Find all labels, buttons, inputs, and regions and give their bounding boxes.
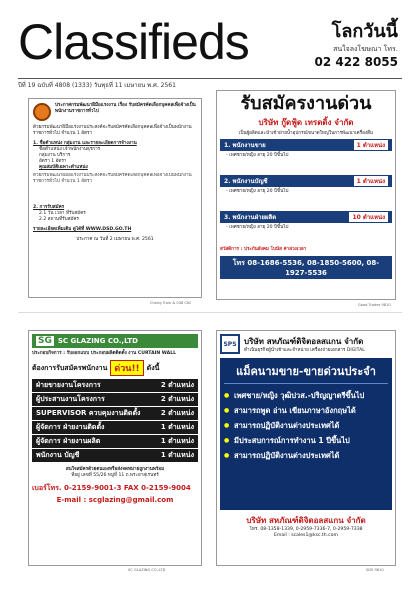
sg-tel: เบอร์โทร. 0-2159-9001-3 FAX 0-2159-9004 xyxy=(32,484,191,492)
announce-group: กลุ่มงาน บริการ xyxy=(39,153,71,158)
hiring-benefits: สวัสดิการ : ประกันสังคม โบนัส ค่าล่วงเวลา xyxy=(220,247,307,252)
sg-logo-icon: SG xyxy=(38,336,52,346)
issue-line: ปีที่ 19 ฉบับที่ 4808 (1333) วันพุธที่ 11 เมษายน พ.ศ. 2561 xyxy=(18,82,176,89)
hiring-job-1: 1. พนักงานขาย 1 ตำแหน่ง xyxy=(220,139,392,151)
announce-body: ด้วยกรมพัฒนาฝีมือแรงงานประสงค์จะรับสมัครคัดเลือกบุคคลเพื่อจ้างเป็นพนักงานราชการทั่วไป จำนวน 1 อัตรา xyxy=(33,125,192,136)
sps-footer-phone: โทร. 08-1358-1339, 0-2959-7336-7, 0-2959-7338 xyxy=(249,527,363,532)
announce-footer: ประกาศ ณ วันที่ 2 เมษายน พ.ศ. 2561 xyxy=(76,237,154,242)
sps-company: บริษัท สหภัณฑ์ดิจิตอลสแกน จำกัด xyxy=(244,336,364,346)
sps-req-item: ● เพศชาย/หญิง วุฒิปวส.-ปริญญาตรีขึ้นไป xyxy=(224,388,388,403)
sg-row: ผู้จัดการ ฝ่ายงานติดตั้ง 1 ตำแหน่ง xyxy=(32,421,198,435)
sg-row: SUPERVISOR ควบคุมงานติดตั้ง 2 ตำแหน่ง xyxy=(32,407,198,421)
sg-row: ผู้จัดการ ฝ่ายงานผลิต 1 ตำแหน่ง xyxy=(32,435,198,449)
sg-row: พนักงาน บัญชี 1 ตำแหน่ง xyxy=(32,449,198,463)
masthead-divider xyxy=(18,78,402,79)
sps-footer-email: Email : scales1@ksc.th.com xyxy=(274,533,338,538)
announce-apply-time: 2.1 วัน เวลา ที่รับสมัคร xyxy=(39,211,86,216)
announce-section-1: 1. ชื่อตำแหน่ง กลุ่มงาน และรายละเอียดการจ้างงาน xyxy=(33,141,137,146)
announce-credit: Cheng Train & 038 CNI xyxy=(150,301,191,305)
brand-subtitle: สนใจลงโฆษณา โทร. xyxy=(333,45,398,53)
hiring-job-1-detail: - เพศชาย/หญิง อายุ 20 ปีขึ้นไป xyxy=(226,153,289,158)
sg-row: ผู้ประสานงานโครงการ 2 ตำแหน่ง xyxy=(32,393,198,407)
sg-company: SC GLAZING CO.,LTD xyxy=(57,337,138,345)
hiring-job-2: 2. พนักงานบัญชี 1 ตำแหน่ง xyxy=(220,175,392,187)
announce-position: ชื่อตำแหน่ง เจ้าพนักงานธุรการ xyxy=(39,147,101,152)
sps-req-item: ● สามารถพูด อ่าน เขียนภาษาอังกฤษได้ xyxy=(224,403,388,418)
sg-header xyxy=(32,334,198,348)
ad-sc-glazing xyxy=(28,330,202,566)
announce-intro: ประกาศกรมพัฒนาฝีมือแรงงาน เรื่อง รับสมัครคัดเลือกบุคคลเพื่อจ้างเป็นพนักงานราชการทั่วไป xyxy=(55,103,196,114)
sps-banner-area xyxy=(220,358,392,510)
sg-credit: SC GLAZING CO.,LTD xyxy=(128,568,166,572)
sps-header xyxy=(220,334,392,354)
sg-email: E-mail : scglazing@gmail.com xyxy=(56,496,174,504)
masthead-title: Classifieds xyxy=(18,14,249,70)
hiring-headline: รับสมัครงานด่วน xyxy=(240,93,372,114)
sg-many: ดังนี้ xyxy=(146,363,160,372)
sps-footer-company: บริษัท สหภัณฑ์ดิจิตอลสแกน จำกัด xyxy=(246,516,366,525)
sg-note: สนใจสมัครด้วยตนเองหรือส่งจดหมายถูกงานพร้อม xyxy=(65,467,165,472)
sps-logo-icon: SPS xyxy=(220,334,240,354)
announce-apply-place: 2.2 สถานที่รับสมัคร xyxy=(39,217,79,222)
sg-address: ที่อยู่ เลขที่ 55/26 หมู่ที่ 11 ถ.พระยาสุเรนทร์ xyxy=(71,473,159,478)
sps-sub: ดำเนินธุรกิจผู้นำเข้าและจำหน่าย เครื่องถ่ายเอกสาร DIGITAL xyxy=(244,347,365,353)
ad-sps xyxy=(216,330,396,566)
sps-req-item: ● สามารถปฏิบัติงานต่างประเทศได้ xyxy=(224,448,388,463)
brand-phone: 02 422 8055 xyxy=(314,55,398,69)
sps-banner: แม็คนามขาย-ขายด่วนประจำ xyxy=(224,362,388,384)
ad-hiring xyxy=(216,90,396,300)
sg-position-table xyxy=(32,379,198,463)
brand-block xyxy=(314,22,398,69)
sg-row: ฝ่ายขายงานโครงการ 2 ตำแหน่ง xyxy=(32,379,198,393)
department-seal-icon xyxy=(33,103,51,121)
announce-qualification: คุณสมบัติเฉพาะตำแหน่ง xyxy=(39,165,88,170)
sps-req-item: ● สามารถปฏิบัติงานต่างประเทศได้ xyxy=(224,418,388,433)
sg-intro: ประกอบกิจการ : รับออกแบบ ประกอบผลิตติดตั้ง งาน CURTAIN WALL xyxy=(32,351,177,356)
announce-qual-text: ด้วยกรมพัฒนาฝีมือแรงงานประสงค์จะรับสมัครคัดเลือกบุคคลเพื่อจ้างเป็นพนักงานราชการทั่วไป จำนวน 1 อัตรา xyxy=(33,173,192,184)
brand-logo: โลกวันนี้ xyxy=(331,21,398,42)
sg-urgent-badge: ด่วน!! xyxy=(110,360,143,376)
sps-requirements xyxy=(224,388,388,463)
sps-req-item: ● มีประสบการณ์การทำงาน 1 ปีขึ้นไป xyxy=(224,433,388,448)
hiring-job-3-detail: - เพศชาย/หญิง อายุ 20 ปีขึ้นไป xyxy=(226,225,289,230)
announce-section-3: รายละเอียดเพิ่มเติม ดูได้ที่ WWW.DSD.GO.TH xyxy=(33,227,132,232)
hiring-credit: Good Trades 9810 xyxy=(358,303,391,307)
section-divider xyxy=(18,312,402,313)
sg-lead: ต้องการรับสมัครพนักงาน xyxy=(32,363,108,372)
hiring-company: บริษัท กู๊ดฟู้ด เทรดดิ้ง จำกัด xyxy=(258,118,354,127)
ad-announcement xyxy=(28,98,202,298)
hiring-job-3: 3. พนักงานฝ่ายผลิต 10 ตำแหน่ง xyxy=(220,211,392,223)
announce-rate: อัตรา 1 อัตรา xyxy=(39,159,67,164)
hiring-job-list xyxy=(220,139,392,245)
announce-section-2: 2. การรับสมัคร xyxy=(33,205,65,210)
sps-credit: SDS 9810 xyxy=(366,568,384,572)
hiring-job-2-detail: - เพศชาย/หญิง อายุ 20 ปีขึ้นไป xyxy=(226,189,289,194)
hiring-tagline: เป็นผู้ผลิตและนำเข้าฝ่ายน้ำอุปกรณ์ขนาดใหญ่ในการพัฒนาเครื่องดื่ม xyxy=(238,131,374,136)
hiring-phone: โทร 08-1686-5536, 08-1850-5600, 08-1927-5536 xyxy=(220,256,392,279)
